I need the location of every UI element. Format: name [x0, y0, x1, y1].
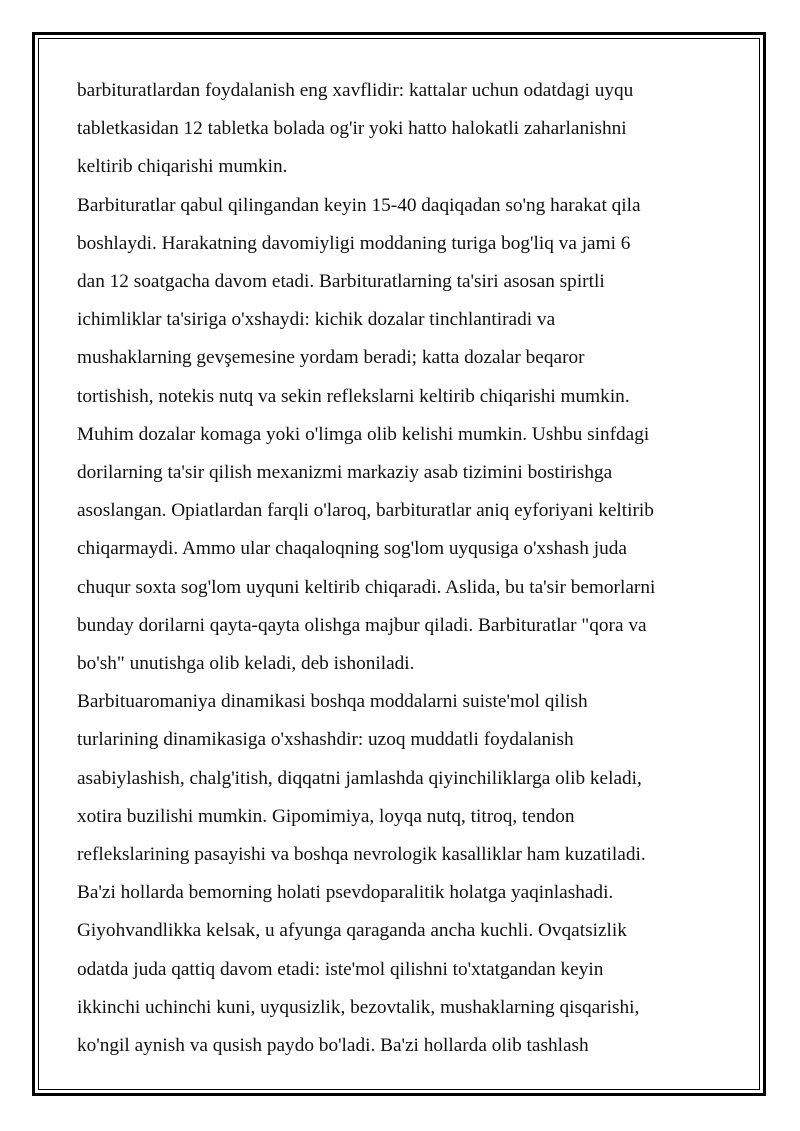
text-line-18: turlarining dinamikasiga o'xshashdir: uzoq muddatli foydalanish — [77, 729, 574, 751]
text-line-17: Barbituaromaniya dinamikasi boshqa moddalarni suiste'mol qilish — [77, 691, 588, 713]
text-line-1: barbituratlardan foydalanish eng xavflidir: kattalar uchun odatdagi uyqu — [77, 80, 634, 101]
text-line-3: keltirib chiqarishi mumkin. — [77, 156, 288, 178]
text-line-9: tortishish, notekis nutq va sekin reflekslarni keltirib chiqarishi mumkin. — [77, 385, 630, 407]
text-line-20: xotira buzilishi mumkin. Gipomimiya, loyqa nutq, titroq, tendon — [77, 805, 575, 827]
text-line-4: Barbituratlar qabul qilingandan keyin 15-40 daqiqadan so'ng harakat qila — [77, 194, 641, 216]
text-line-11: dorilarning ta'sir qilish mexanizmi markaziy asab tizimini bostirishga — [77, 462, 613, 484]
text-line-14: chuqur soxta sog'lom uyquni keltirib chiqaradi. Aslida, bu ta'sir bemorlarni — [77, 576, 656, 598]
text-line-7: ichimliklar ta'siriga o'xshaydi: kichik dozalar tinchlantiradi va — [77, 309, 556, 331]
text-line-13: chiqarmaydi. Ammo ular chaqaloqning sog'lom uyqusiga o'xshash juda — [77, 538, 627, 560]
text-line-6: dan 12 soatgacha davom etadi. Barbituratlarning ta'siri asosan spirtli — [77, 271, 605, 293]
text-line-23: Giyohvandlikka kelsak, u afyunga qaraganda ancha kuchli. Ovqatsizlik — [77, 920, 627, 942]
document-body — [77, 72, 727, 1065]
text-line-21: reflekslarining pasayishi va boshqa nevrologik kasalliklar ham kuzatiladi. — [77, 844, 646, 866]
text-line-12: asoslangan. Opiatlardan farqli o'laroq, barbituratlar aniq eyforiyani keltirib — [77, 500, 654, 522]
text-line-8: mushaklarning gevşemesine yordam beradi; katta dozalar beqaror — [77, 347, 585, 369]
text-line-10: Muhim dozalar komaga yoki o'limga olib kelishi mumkin. Ushbu sinfdagi — [77, 423, 650, 445]
text-line-5: boshlaydi. Harakatning davomiyligi moddaning turiga bog'liq va jami 6 — [77, 232, 631, 254]
text-line-22: Ba'zi hollarda bemorning holati psevdoparalitik holatga yaqinlashadi. — [77, 882, 614, 904]
text-line-24: odatda juda qattiq davom etadi: iste'mol qilishni to'xtatgandan keyin — [77, 958, 604, 980]
text-line-16: bo'sh" unutishga olib keladi, deb ishoniladi. — [77, 653, 415, 675]
text-line-15: bunday dorilarni qayta-qayta olishga majbur qiladi. Barbituratlar "qora va — [77, 614, 647, 636]
text-line-26: ko'ngil aynish va qusish paydo bo'ladi. Ba'zi hollarda olib tashlash — [77, 1035, 589, 1057]
text-line-19: asabiylashish, chalg'itish, diqqatni jamlashda qiyinchiliklarga olib keladi, — [77, 767, 642, 789]
text-line-25: ikkinchi uchinchi kuni, uyqusizlik, bezovtalik, mushaklarning qisqarishi, — [77, 996, 640, 1018]
text-line-2: tabletkasidan 12 tabletka bolada og'ir yoki hatto halokatli zaharlanishni — [77, 118, 627, 140]
